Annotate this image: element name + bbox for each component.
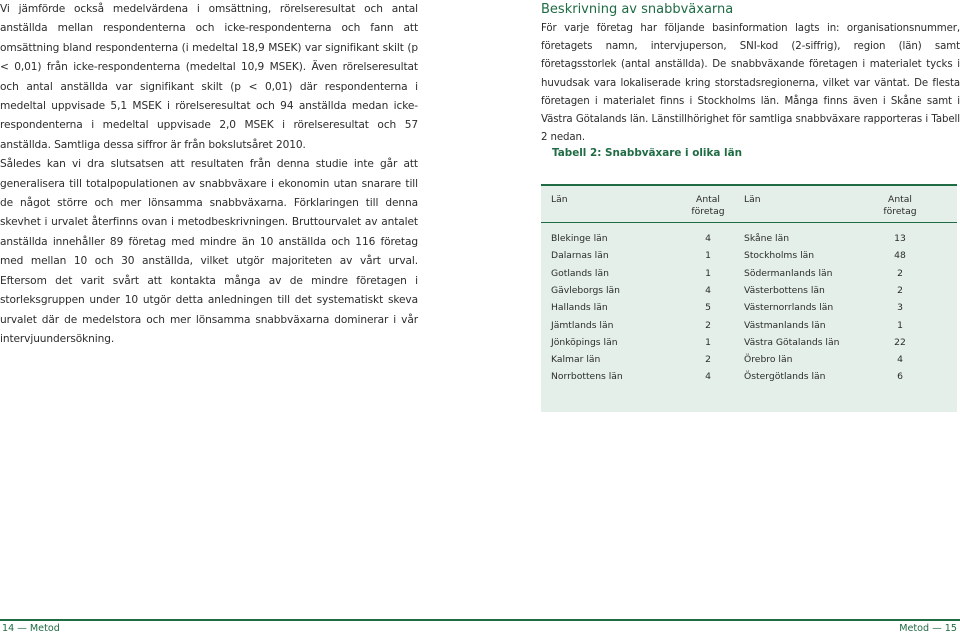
county-name: Östergötlands län — [744, 371, 826, 383]
table-row — [541, 282, 957, 299]
county-name: Skåne län — [744, 233, 790, 244]
left-column — [0, 0, 418, 349]
footer-page-right: Metod — 15 — [899, 623, 957, 634]
county-name: Dalarnas län — [551, 250, 609, 262]
table-row — [541, 368, 957, 385]
company-count: 4 — [897, 354, 903, 366]
county-name: Västernorrlands län — [744, 302, 834, 314]
company-count: 1 — [705, 267, 711, 279]
company-count: 4 — [705, 284, 711, 296]
company-count: 2 — [705, 354, 711, 366]
footer-rule — [0, 619, 960, 621]
table-row — [541, 351, 957, 368]
table-header-count-1: Antal företag — [691, 194, 725, 217]
body-paragraph-2: Således kan vi dra slutsatsen att resultaten från denna studie inte går att generalisera till totalpopulationen av snabbväxare i ekonomin utan snarare till de något större och mer lönsamma snabbväxarna. Förklaringen till denna skevhet i urvalet återfinns ovan i metodbeskrivningen. Bruttourvalet av antalet anställda innehåller 89 företag med mindre än 10 anställda och 116 företag med mellan 10 och 30 anställda, vilket utgör majoriteten av vårt urval. Eftersom det varit svårt att kontakta många av de mindre företagen i storleksgruppen under 10 utgör detta anledningen till det systematiskt skeva urvalet där de medelstora och mer lönsamma snabbväxarna dominerar i vår intervjuundersökning. — [0, 158, 418, 345]
company-count: 4 — [705, 233, 711, 244]
county-name: Hallands län — [551, 302, 608, 314]
county-name: Blekinge län — [551, 233, 608, 244]
table-row — [541, 317, 957, 334]
county-name: Södermanlands län — [744, 267, 833, 279]
table-row — [541, 299, 957, 316]
section-heading: Beskrivning av snabbväxarna — [541, 2, 734, 17]
county-table — [541, 184, 957, 412]
company-count: 1 — [705, 336, 711, 348]
company-count: 13 — [894, 233, 906, 244]
body-paragraph-1: Vi jämförde också medelvärdena i omsättning, rörelseresultat och antal anställda mellan respondenterna och icke-respondenterna och fann att omsättning bland respondenterna (i medeltal 18,9 MSEK) var signifikant skilt (p < 0,01) från icke-respondenterna (medeltal 10,9 MSEK). Även rörelseresultat och antal anställda var signifikant skilt (p < 0,01) där respondenterna i medeltal uppvisade 5,1 MSEK i rörelseresultat och 94 anställda medan icke-respondenterna i medeltal uppvisade 2,0 MSEK i rörelseresultat och 57 anställda. Samtliga dessa siffror är från bokslutsåret 2010. — [0, 3, 418, 151]
county-name: Västmanlands län — [744, 319, 826, 331]
county-name: Västerbottens län — [744, 284, 825, 296]
table-header-county-2: Län — [744, 194, 761, 205]
company-count: 48 — [894, 250, 906, 262]
company-count: 2 — [897, 267, 903, 279]
county-name: Jämtlands län — [551, 319, 614, 331]
table-row — [541, 265, 957, 282]
county-name: Gotlands län — [551, 267, 609, 279]
table-title: Tabell 2: Snabbväxare i olika län — [552, 147, 742, 159]
company-count: 4 — [705, 371, 711, 383]
company-count: 2 — [897, 284, 903, 296]
company-count: 22 — [894, 336, 906, 348]
company-count: 1 — [897, 319, 903, 331]
county-name: Västra Götalands län — [744, 336, 840, 348]
table-header-county-1: Län — [551, 194, 568, 205]
table-row — [541, 230, 957, 247]
table-header-count-2: Antal företag — [883, 194, 917, 217]
table-row — [541, 334, 957, 351]
footer-page-left: 14 — Metod — [2, 623, 60, 634]
right-column — [541, 0, 960, 147]
company-count: 2 — [705, 319, 711, 331]
company-count: 1 — [705, 250, 711, 262]
county-name: Örebro län — [744, 354, 793, 366]
company-count: 6 — [897, 371, 903, 383]
company-count: 3 — [897, 302, 903, 314]
county-name: Norrbottens län — [551, 371, 623, 383]
county-name: Jönköpings län — [551, 336, 618, 348]
table-header-rule — [541, 222, 957, 223]
county-name: Gävleborgs län — [551, 284, 621, 296]
table-row — [541, 247, 957, 264]
county-name: Kalmar län — [551, 354, 601, 366]
company-count: 5 — [705, 302, 711, 314]
section-paragraph: För varje företag har följande basinformation lagts in: organisationsnummer, företagets namn, intervjuperson, SNI-kod (2-siffrig), region (län) samt företagsstorlek (antal anställda). De snabbväxande företagen i materialet tycks i huvudsak vara lokaliserade kring storstadsregionerna, vilket var väntat. De flesta företagen i materialet finns i Stockholms län. Många finns även i Skåne samt i Västra Götalands län. Länstillhörighet för samtliga snabbväxare rapporteras i Tabell 2 nedan. — [541, 23, 960, 144]
county-name: Stockholms län — [744, 250, 815, 262]
